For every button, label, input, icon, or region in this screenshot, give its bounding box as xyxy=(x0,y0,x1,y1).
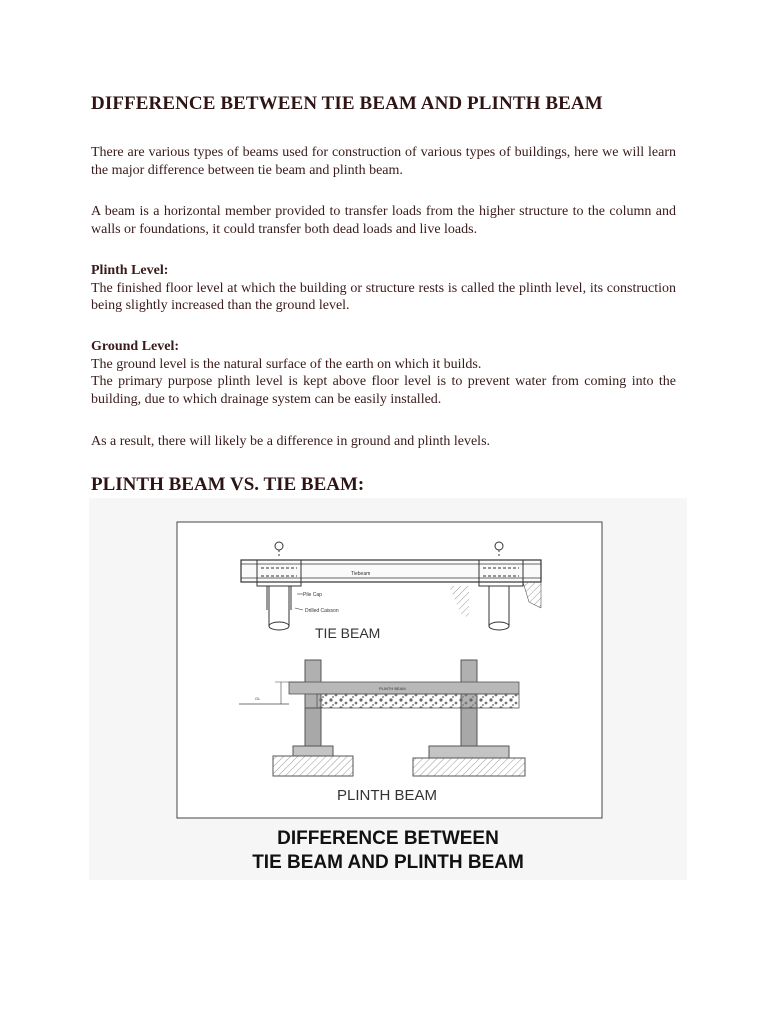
drilled-caisson-label: Drilled Caisson xyxy=(305,608,339,614)
beam-diagram xyxy=(89,498,687,880)
column-marker-right xyxy=(495,542,503,550)
level-mark: GL xyxy=(255,696,261,701)
intro-paragraph: There are various types of beams used for construction of various types of buildings, here we will learn the major difference between tie beam and plinth beam. xyxy=(91,145,676,178)
tie-beam xyxy=(241,560,541,582)
plinth-beam xyxy=(317,694,519,708)
footing-left-top xyxy=(293,746,333,756)
drilled-caisson-left xyxy=(269,586,289,626)
footing-left xyxy=(273,756,353,776)
ground-level-section xyxy=(91,338,676,408)
plinth-level-label: Plinth Level: xyxy=(91,263,169,278)
tiebeam-label: Tiebeam xyxy=(351,571,371,577)
ground-level-text: The ground level is the natural surface of the earth on which it builds. xyxy=(91,356,482,372)
plinth-purpose-text: The primary purpose plinth level is kept above floor level is to prevent water from coming into the building, due to which drainage system can be easily installed. xyxy=(91,374,676,407)
figure-footer-line1: DIFFERENCE BETWEEN xyxy=(277,828,499,849)
column-marker-left xyxy=(275,542,283,550)
ground-level-label: Ground Level: xyxy=(91,339,180,354)
result-paragraph: As a result, there will likely be a difference in ground and plinth levels. xyxy=(91,434,491,449)
beam-definition-paragraph: A beam is a horizontal member provided to transfer loads from the higher structure to the column and walls or foundations, it could transfer both dead loads and live loads. xyxy=(91,204,676,237)
section-heading: PLINTH BEAM VS. TIE BEAM: xyxy=(91,474,365,495)
figure-footer-line2: TIE BEAM AND PLINTH BEAM xyxy=(252,852,524,873)
tie-beam-caption: TIE BEAM xyxy=(315,625,381,641)
plinth-beam-caption: PLINTH BEAM xyxy=(337,787,438,804)
page-title: DIFFERENCE BETWEEN TIE BEAM AND PLINTH BEAM xyxy=(91,93,603,114)
plinth-level-section xyxy=(91,262,676,315)
footing-right-top xyxy=(429,746,509,758)
plinth-beam-inner-label: PLINTH BEAM xyxy=(379,686,406,691)
drilled-caisson-right xyxy=(489,586,509,626)
comparison-figure xyxy=(89,498,687,880)
plinth-level-text: The finished floor level at which the building or structure rests is called the plinth level, its construction being slightly increased than the ground level. xyxy=(91,280,676,313)
footing-right xyxy=(413,758,525,776)
pile-cap-label: Pile Cap xyxy=(303,592,322,598)
